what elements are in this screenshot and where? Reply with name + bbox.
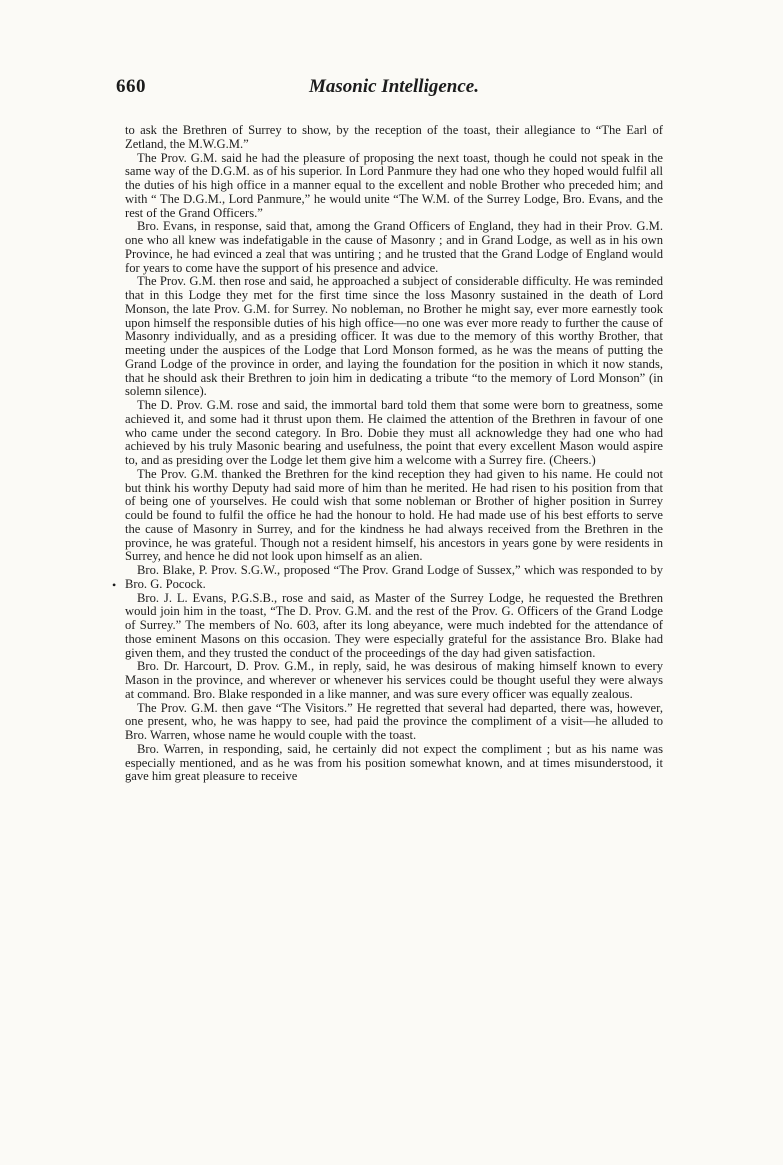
paragraph: The Prov. G.M. then rose and said, he approached a subject of considerable difficulty. He was reminded that in this Lodge they met for the first time since the loss Masonry sustained in the death of Lord Monson, the late Prov. G.M. for Surrey. No nobleman, no Brother he might say, ever more earnestly took upon himself the responsible duties of his high office—no one was ever more ready to further the cause of Masonry individually, and as a presiding officer. It was due to the memory of this worthy Brother, that meeting under the auspices of the Lodge that Lord Monson formed, as he was the means of putting the Grand Lodge of the province in order, and laying the foundation for the position in which it now stands, that he should ask their Brethren to join him in dedicating a tribute “to the memory of Lord Monson” (in solemn silence). xyxy=(125,274,663,399)
paragraph: to ask the Brethren of Surrey to show, by the reception of the toast, their allegiance to “The Earl of Zetland, the M.W.G.M.” xyxy=(125,123,663,151)
paragraph: Bro. Blake, P. Prov. S.G.W., proposed “The Prov. Grand Lodge of Sussex,” which was responded to by Bro. G. Pocock. xyxy=(125,563,663,591)
page-number: 660 xyxy=(116,76,146,97)
running-title: Masonic Intelligence. xyxy=(309,76,479,97)
paragraph: The Prov. G.M. said he had the pleasure of proposing the next toast, though he could not speak in the same way of the D.G.M. as of his superior. In Lord Panmure they had one who they hoped would fulfil all the duties of his high office in a manner equal to the excellent and noble Brother who preceded him; and with “ The D.G.M., Lord Panmure,” he would unite “The W.M. of the Surrey Lodge, Bro. Evans, and the rest of the Grand Officers.” xyxy=(125,150,663,220)
paragraph: Bro. J. L. Evans, P.G.S.B., rose and said, as Master of the Surrey Lodge, he requested the Brethren would join him in the toast, “The D. Prov. G.M. and the rest of the Prov. G. Officers of the Grand Lodge of Surrey.” The members of No. 603, after its long abeyance, were much indebted for the attendance of those eminent Masons on this occasion. They were especially grateful for the assistance Bro. Blake had given them, and they trusted the conduct of the proceedings of the day had given satisfaction. xyxy=(125,590,663,660)
paragraph: The Prov. G.M. thanked the Brethren for the kind reception they had given to his name. He could not but think his worthy Deputy had said more of him than he merited. He had risen to his position from that of being one of yourselves. He could wish that some nobleman or Brother of higher position in Surrey could be found to fulfil the office he had the honour to hold. He had made use of his best efforts to serve the cause of Masonry in Surrey, and for the kindness he had always received from the Brethren in the province, he was grateful. Though not a resident himself, his ancestors in years gone by were residents in Surrey, and hence he did not look upon himself as an alien. xyxy=(125,466,663,564)
paragraph: Bro. Evans, in response, said that, among the Grand Officers of England, they had in their Prov. G.M. one who all knew was indefatigable in the cause of Masonry ; and in Grand Lodge, as well as in his own Province, he had evinced a zeal that was untiring ; and he trusted that the Grand Lodge of England would for years to come have the support of his presence and advice. xyxy=(125,219,663,275)
paragraph: Bro. Dr. Harcourt, D. Prov. G.M., in reply, said, he was desirous of making himself known to every Mason in the province, and wherever or whenever his services could be thought useful they were always at command. Bro. Blake responded in a like manner, and was sure every officer was equally zealous. xyxy=(125,659,663,701)
margin-mark: • xyxy=(112,578,117,592)
page-header xyxy=(116,76,663,104)
paragraph: The D. Prov. G.M. rose and said, the immortal bard told them that some were born to greatness, some achieved it, and some had it thrust upon them. He claimed the attention of the Brethren in favour of one who came under the second category. In Bro. Dobie they must all acknowledge they had one who had achieved by his truly Masonic bearing and usefulness, the point that every excellent Mason would aspire to, and as presiding over the Lodge let them give him a welcome with a Surrey fire. (Cheers.) xyxy=(125,398,663,467)
article-body xyxy=(125,124,663,784)
paragraph: The Prov. G.M. then gave “The Visitors.” He regretted that several had departed, there was, however, one present, who, he was happy to see, had paid the province the compliment of a visit—he alluded to Bro. Warren, whose name he would couple with the toast. xyxy=(125,700,663,742)
paragraph: Bro. Warren, in responding, said, he certainly did not expect the compliment ; but as his name was especially mentioned, and as he was from his position somewhat known, and at times misunderstood, it gave him great pleasure to receive xyxy=(125,741,663,784)
